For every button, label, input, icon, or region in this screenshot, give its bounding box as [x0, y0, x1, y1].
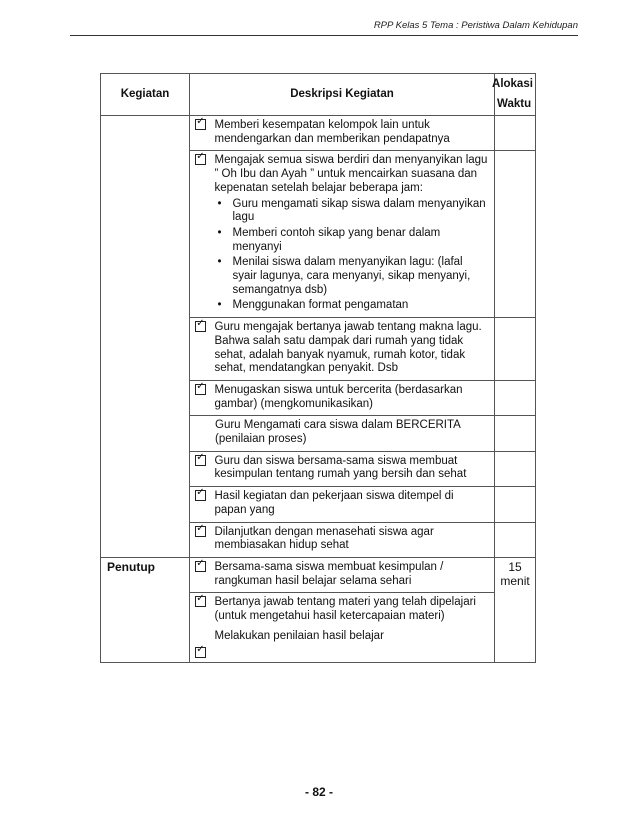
- time-cell: [495, 487, 536, 522]
- row-text: Bersama-sama siswa membuat kesimpulan / rangkuman hasil belajar selama sehari: [212, 557, 495, 592]
- checkbox-icon: [190, 557, 212, 592]
- list-item: • Menilai siswa dalam menyanyikan lagu: (lafal syair lagunya, cara menyanyi, sikap menyanyi, semangatnya dsb): [233, 256, 489, 297]
- row-text: Menugaskan siswa untuk bercerita (berdasarkan gambar) (mengkomunikasikan): [212, 380, 495, 415]
- checkbox-icon: [195, 596, 206, 607]
- header-alokasi-line2: Waktu: [497, 97, 532, 110]
- page-number: - 82 -: [304, 785, 333, 799]
- checkbox-icon: [195, 647, 206, 658]
- list-item: • Guru mengamati sikap siswa dalam menyanyikan lagu: [233, 198, 489, 225]
- row-text: Guru Mengamati cara siswa dalam BERCERITA (penilaian proses): [190, 416, 495, 451]
- header-alokasi-line1: Alokasi: [492, 77, 533, 90]
- checkbox-icon: [190, 116, 212, 151]
- row-text-with-list: [212, 151, 495, 318]
- row-text: Bertanya jawab tentang materi yang telah dipelajari (untuk mengetahui hasil ketercapaian materi): [214, 596, 476, 623]
- table-row: [101, 557, 536, 592]
- time-cell: [495, 522, 536, 557]
- table-row: [101, 116, 536, 151]
- row-text: Dilanjutkan dengan menasehati siswa agar membiasakan hidup sehat: [212, 522, 495, 557]
- time-cell: [495, 318, 536, 381]
- checkbox-icon: [190, 380, 212, 415]
- header-kegiatan: Kegiatan: [101, 74, 190, 116]
- penutup-label: Penutup: [101, 557, 190, 662]
- row-text: Guru dan siswa bersama-sama siswa membuat kesimpulan tentang rumah yang bersih dan sehat: [212, 451, 495, 486]
- time-cell: [495, 416, 536, 451]
- header-rule: [70, 35, 578, 36]
- header-alokasi: [492, 74, 536, 116]
- time-cell: [495, 151, 536, 318]
- row-text: Hasil kegiatan dan pekerjaan siswa ditempel di papan yang: [212, 487, 495, 522]
- checkbox-icon-group: [190, 593, 212, 662]
- row-text-group: [212, 593, 495, 662]
- row-text: Mengajak semua siswa berdiri dan menyanyikan lagu ” Oh Ibu dan Ayah ” untuk mencairkan suasana dan kepenatan setelah belajar beberapa jam:: [214, 154, 488, 194]
- bullet-list: [215, 198, 489, 314]
- row-text: Melakukan penilaian hasil belajar: [214, 629, 384, 642]
- checkbox-icon: [190, 318, 212, 381]
- list-item: • Menggunakan format pengamatan: [233, 299, 489, 313]
- checkbox-icon: [190, 487, 212, 522]
- kegiatan-cell: [101, 116, 190, 558]
- header-deskripsi: Deskripsi Kegiatan: [190, 74, 495, 116]
- penutup-time: 15 menit: [495, 557, 536, 662]
- activity-table: [100, 73, 536, 663]
- table-header-row: [101, 74, 536, 116]
- time-cell: [495, 451, 536, 486]
- list-item: • Memberi contoh sikap yang benar dalam menyanyi: [233, 227, 489, 254]
- time-cell: [495, 380, 536, 415]
- row-text: Memberi kesempatan kelompok lain untuk mendengarkan dan memberikan pendapatnya: [212, 116, 495, 151]
- running-header: RPP Kelas 5 Tema : Peristiwa Dalam Kehidupan: [373, 20, 578, 31]
- row-text: Guru mengajak bertanya jawab tentang makna lagu. Bahwa salah satu dampak dari rumah yang tidak sehat, adalah banyak nyamuk, rumah kotor, tidak sehat, mendatangkan penyakit. Dsb: [212, 318, 495, 381]
- checkbox-icon: [190, 451, 212, 486]
- checkbox-icon: [190, 522, 212, 557]
- time-cell: [495, 116, 536, 151]
- checkbox-icon: [190, 151, 212, 318]
